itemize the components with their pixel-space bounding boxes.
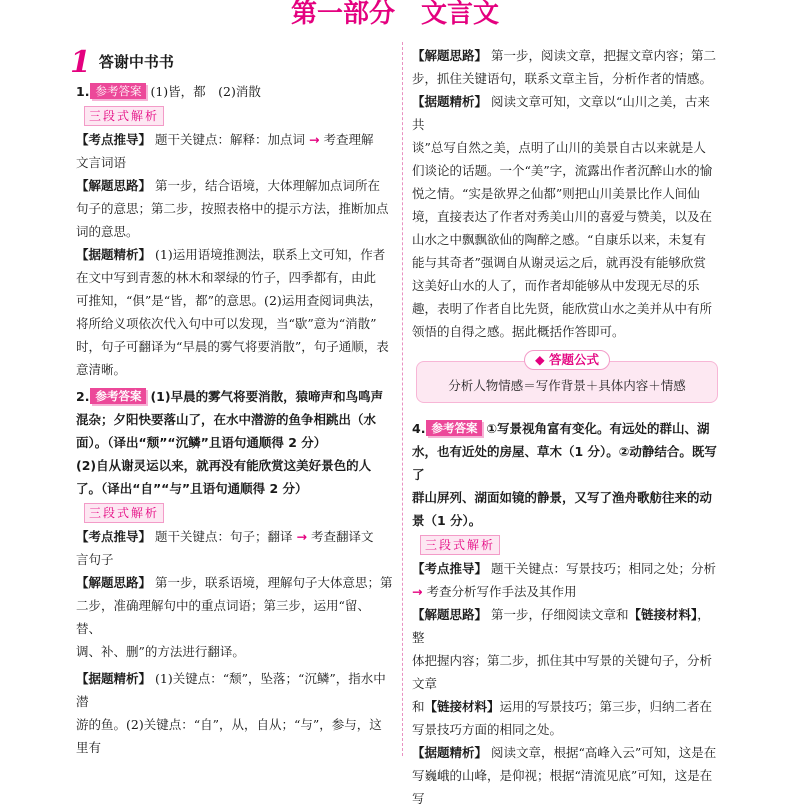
question-1: 1. 参考答案 (1)皆，都 (2)消散 三段式解析 【考点推导】 题干关键点：解释：加点词 → 考查理解 文言词语 【解题思路】 第一步，结合语境，大体理解加点词所在 句子的意思；第二步，按照表格中的提示方法，推断加点 词的意思。 【据题精析】 (1)运用语境推测法，联系上文可知，作者 在文中写到青葱的林木和翠绿的竹子，四季都有，由此 可推知，“俱”是“皆，都”的意思。(2)运用查阅词典法， 将所给义项依次代入句中可以发现，当“歇”意为“消散” 时，句子可翻译为“早晨的雾气将要消散”，句子通顺，表 意清晰。 xyxy=(76,84,389,377)
ref-answer-badge: 参考答案 xyxy=(90,388,146,404)
page-header xyxy=(0,0,790,32)
question-2: 2. 参考答案 (1)早晨的雾气将要消散，猿啼声和鸟鸣声 混杂；夕阳快要落山了，在水中潜游的鱼争相跳出（水 面）。（译出“颓”“沉鳞”且语句通顺得 2 分） (2)自从谢灵运以来，就再没有能欣赏这美好景色的人 了。（译出“自”“与”且语句通顺得 2 分） 三段式解析 【考点推导】 题干关键点：句子；翻译 → 考查翻译文 言句子 【解题思路】 第一步，联系语境，理解句子大体意思；第 二步，准确理解句中的重点词语；第三步，运用“留、替、 调、补、删”的方法进行翻译。 【据题精析】 (1)关键点：“颓”，坠落；“沉鳞”，指水中潜 游的鱼。(2)关键点：“自”，从，自从；“与”，参与，这里有 xyxy=(76,389,393,755)
question-3-continued: 【解题思路】 第一步，阅读文章，把握文章内容；第二 步，抓住关键语句，联系文章主旨，分析作者的情感。 【据题精析】 阅读文章可知，文章以“山川之美，古来共 谈”总写自然之美，点明了山川的美景自古以来就是人 们谈论的话题。一个“美”字，流露出作者沉醉山水的愉 悦之情。“实是欲界之仙都”则把山川美景比作人间仙 境，直接表达了作者对秀美山川的喜爱与赞美，以及在 山水之中飘飘欲仙的陶醉之感。“自康乐以来，未复有 能与其奇者”强调自从谢灵运之后，就再没有能够欣赏 这美好山水的人了，而作者却能够从中发现无尽的乐 趣，表明了作者自比先贤，能欣赏山水之美并从中有所 领悟的自得之感。据此概括作答即可。 ◆ 答题公式 分析人物情感＝写作背景＋具体内容＋情感 xyxy=(412,44,720,403)
question-4: 4. 参考答案 ①写景视角富有变化。有远处的群山、湖 水，也有近处的房屋、草木（1 分）。②动静结合。既写了 群山屏列、湖面如镜的静景，又写了渔舟歌舫往来的动 景（1 分）。 三段式解析 【考点推导】 题干关键点：写景技巧；相同之处；分析 → 考查分析写作手法及其作用 【解题思路】 第一步，仔细阅读文章和【链接材料】，整 体把握内容；第二步，抓住其中写景的关键句子，分析文章 和【链接材料】运用的写景技巧；第三步，归纳二者在 写景技巧方面的相同之处。 【据题精析】 阅读文章，根据“高峰入云”可知，这是在 写巍峨的山峰，是仰视；根据“清流见底”可知，这是在写 xyxy=(412,421,717,806)
jieti-label: 【解题思路】 xyxy=(76,178,152,193)
kaodian-label: 【考点推导】 xyxy=(412,561,488,576)
column-divider xyxy=(402,42,403,756)
arrow-icon: → xyxy=(412,584,423,599)
question-number: 1. xyxy=(76,84,90,99)
arrow-icon: → xyxy=(296,529,307,544)
kaodian-label: 【考点推导】 xyxy=(76,132,152,147)
sanduan-badge: 三段式解析 xyxy=(420,535,500,555)
arrow-icon: → xyxy=(309,132,320,147)
question-number: 2. xyxy=(76,389,90,404)
part-title: 文言文 xyxy=(421,0,500,29)
right-column xyxy=(412,44,720,810)
question-number: 4. xyxy=(412,421,426,436)
section-name: 答谢中书书 xyxy=(98,52,174,71)
juti-label: 【据题精析】 xyxy=(412,745,488,760)
jieti-label: 【解题思路】 xyxy=(412,607,488,622)
formula-box xyxy=(416,352,718,403)
sanduan-badge: 三段式解析 xyxy=(84,106,164,126)
section-title xyxy=(70,44,394,80)
formula-title: ◆ 答题公式 xyxy=(524,350,610,370)
left-column xyxy=(70,44,394,759)
formula-text: 分析人物情感＝写作背景＋具体内容＋情感 xyxy=(448,378,686,393)
ref-answer-badge: 参考答案 xyxy=(90,83,146,99)
part-label: 第一部分 xyxy=(290,0,395,29)
juti-label: 【据题精析】 xyxy=(76,247,152,262)
sanduan-badge: 三段式解析 xyxy=(84,503,164,523)
answer-text: (1)皆，都 (2)消散 xyxy=(150,84,261,99)
ref-answer-badge: 参考答案 xyxy=(426,420,482,436)
juti-label: 【据题精析】 xyxy=(76,671,152,686)
kaodian-label: 【考点推导】 xyxy=(76,529,152,544)
jieti-label: 【解题思路】 xyxy=(76,575,152,590)
jieti-label: 【解题思路】 xyxy=(412,48,488,63)
section-number: 1 xyxy=(70,44,91,80)
juti-label: 【据题精析】 xyxy=(412,94,488,109)
